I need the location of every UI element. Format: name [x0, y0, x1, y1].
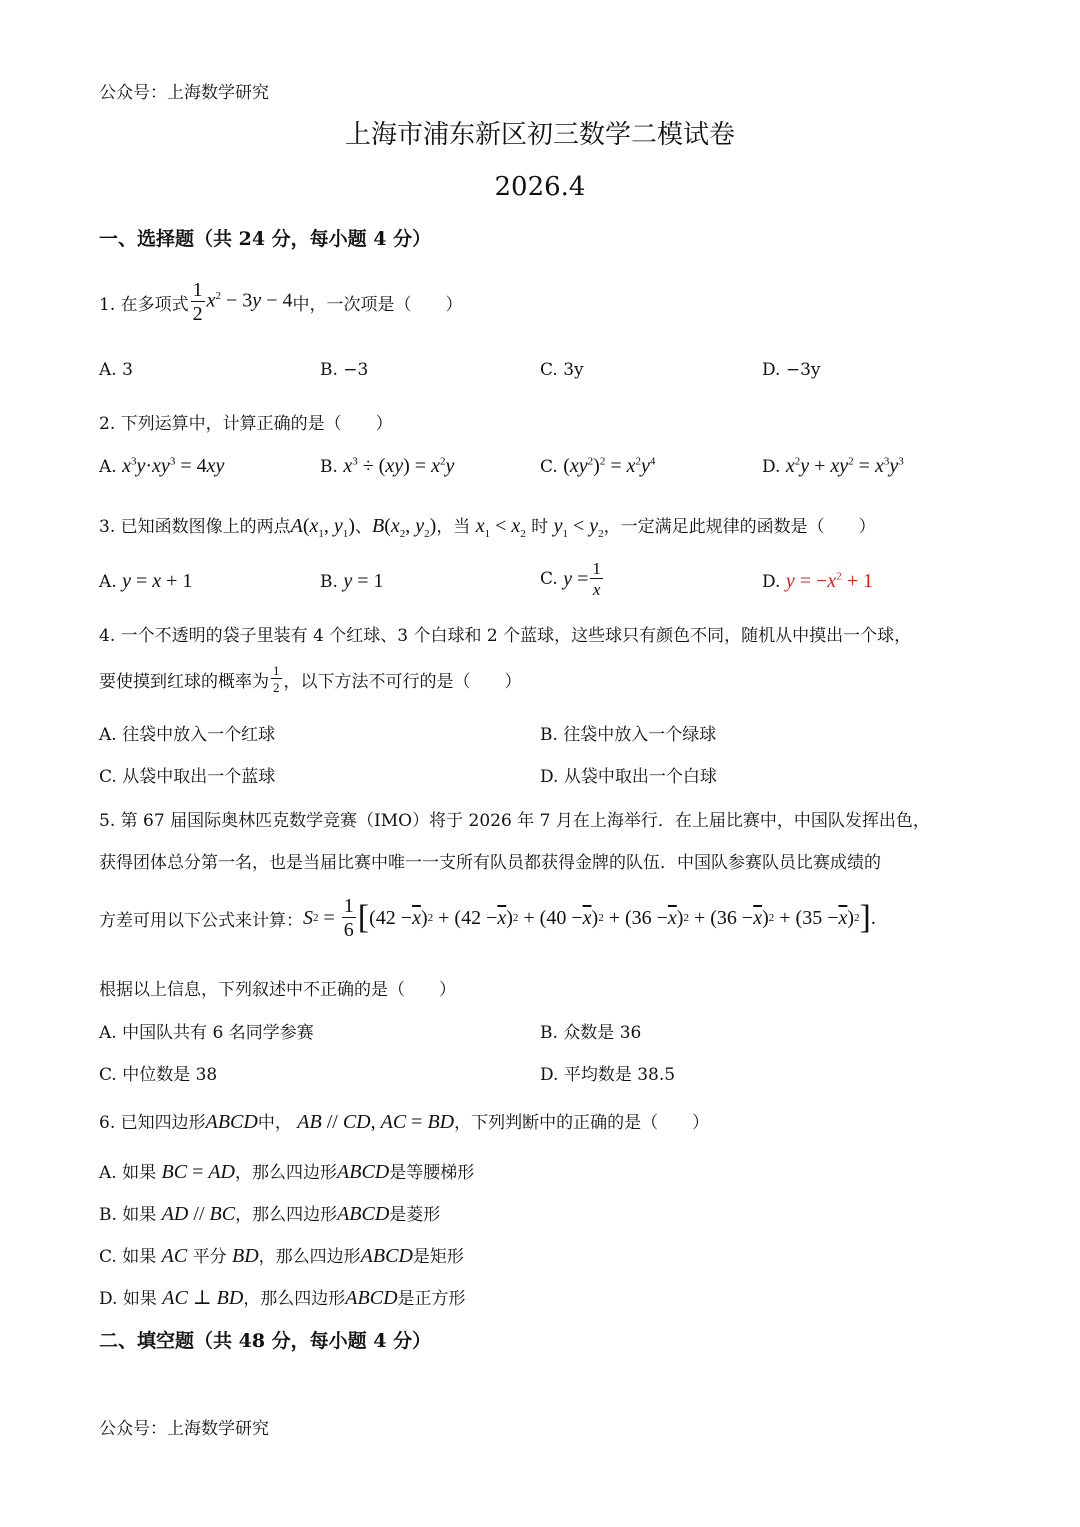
q6-option-c: C. 如果 AC 平分 BD，那么四边形ABCD是矩形	[99, 1245, 464, 1267]
footer-source: 公众号：上海数学研究	[99, 1419, 269, 1439]
q3-answer-highlight: $y = -x^2 + 1$	[785, 570, 873, 592]
q1-prefix: 1. 在多项式	[99, 294, 189, 315]
variance-formula: S 2 = $\frac{1}{6}$ [ (42 − $\overline{x}$ ) 2 + (42 − $\overline{x}$ ) 2 + (40 − $\overline{x}$ ) 2 + (36 − $\overline{x}$ ) 2 + (36 − $\overline{x}$ ) 2 + (35 − $\overline{x}$ ) 2 ] .	[303, 895, 876, 941]
question-5-line-1: 5. 第 67 届国际奥林匹克数学竞赛（IMO）将于 2026 年 7 月在上海举行．在上届比赛中，中国队发挥出色，	[99, 811, 930, 831]
q3-prefix: 3. 已知函数图像上的两点	[99, 517, 291, 537]
question-1	[99, 280, 462, 324]
section-2-heading: 二、填空题（共 48 分，每小题 4 分）	[99, 1330, 432, 1352]
q3-option-c: C. y = $\frac{1}{x}$	[540, 559, 601, 599]
q2-option-d: D. $x^2y + xy^2 = x^3y^3$	[762, 455, 904, 477]
q4-option-c: C. 从袋中取出一个蓝球	[99, 767, 276, 787]
q1-option-a: A. 3	[99, 360, 133, 380]
q6-suffix: ，下列判断中的正确的是（ ）	[454, 1113, 710, 1133]
q3-mid: ，当	[436, 517, 471, 537]
q6-c-pre: C. 如果	[99, 1247, 157, 1267]
q5-option-c: C. 中位数是 38	[99, 1065, 218, 1085]
q6-c-mid: 平分	[192, 1247, 227, 1267]
q3-option-d: D. $y = -x^2 + 1$	[762, 570, 873, 592]
q1-option-d: D. −3y	[762, 360, 821, 380]
question-4-line-2: 要使摸到红球的概率为 $\frac{1}{2}$ ，以下方法不可行的是（ ）	[99, 663, 522, 695]
q4-option-b: B. 往袋中放入一个绿球	[540, 725, 717, 745]
q4-option-a: A. 往袋中放入一个红球	[99, 725, 276, 745]
q3-option-a: A. y = x + 1	[99, 570, 193, 592]
q4-line2-suffix: ，以下方法不可行的是（ ）	[283, 671, 522, 692]
question-6: 6. 已知四边形ABCD中， AB // CD, AC = BD，下列判断中的正确的是（ ）	[99, 1111, 710, 1133]
q2-option-b: B. $x^3 \div (xy) = x^2y$	[320, 455, 455, 477]
q4-line2-prefix: 要使摸到红球的概率为	[99, 671, 269, 692]
q5-option-a: A. 中国队共有 6 名同学参赛	[99, 1023, 314, 1043]
q3-mid2: 时	[531, 517, 549, 537]
question-5-line-4: 根据以上信息，下列叙述中不正确的是（ ）	[99, 980, 456, 1000]
q1-suffix: 中，一次项是（ ）	[292, 294, 463, 315]
q6-option-b: B. 如果 AD // BC，那么四边形ABCD是菱形	[99, 1203, 441, 1225]
q1-option-b: B. −3	[320, 360, 369, 380]
q2-option-c: C. $(xy^2)^2 = x^2y^4$	[540, 455, 656, 477]
question-5-line-3	[99, 896, 876, 940]
q6-prefix: 6. 已知四边形	[99, 1113, 206, 1133]
exam-date: 2026.4	[494, 172, 586, 202]
question-4-line-1: 4. 一个不透明的袋子里装有 4 个红球、3 个白球和 2 个蓝球，这些球只有颜色不同，随机从中摸出一个球，	[99, 626, 912, 646]
header-source: 公众号：上海数学研究	[99, 83, 269, 103]
q6-b-pre: B. 如果	[99, 1205, 157, 1225]
q6-b-end: 是菱形	[389, 1205, 441, 1225]
q3-suffix: ，一定满足此规律的函数是（ ）	[603, 517, 876, 537]
q6-option-d: D. 如果 AC ⊥ BD，那么四边形ABCD是正方形	[99, 1287, 466, 1309]
q6-c-end: 是矩形	[412, 1247, 464, 1267]
question-5-line-2: 获得团体总分第一名，也是当届比赛中唯一一支所有队员都获得金牌的队伍．中国队参赛队员比赛成绩的	[99, 853, 881, 873]
q4-option-d: D. 从袋中取出一个白球	[540, 767, 717, 787]
q6-a-pre: A. 如果	[99, 1163, 157, 1183]
q6-option-a: A. 如果 BC = AD，那么四边形ABCD是等腰梯形	[99, 1161, 475, 1183]
q2-option-a: A. $x^3y\cdot xy^3 = 4xy$	[99, 455, 225, 477]
q3-option-b: B. y = 1	[320, 570, 384, 592]
page-title: 上海市浦东新区初三数学二模试卷	[344, 120, 735, 150]
q1-polynomial: $\frac{1}{2}$ $x^2 - 3y - 4$	[192, 279, 293, 325]
q5-line3-prefix: 方差可用以下公式来计算：	[99, 910, 303, 931]
q6-c-post: ，那么四边形	[258, 1247, 361, 1267]
q6-a-post: ，那么四边形	[235, 1163, 338, 1183]
q6-b-post: ，那么四边形	[235, 1205, 338, 1225]
q5-option-b: B. 众数是 36	[540, 1023, 642, 1043]
q6-d-pre: D. 如果	[99, 1289, 157, 1309]
q6-d-post: ，那么四边形	[243, 1289, 346, 1309]
q6-a-end: 是等腰梯形	[389, 1163, 475, 1183]
q5-option-d: D. 平均数是 38.5	[540, 1065, 676, 1085]
q1-option-c: C. 3y	[540, 360, 584, 380]
q6-d-end: 是正方形	[397, 1289, 466, 1309]
q6-mid: 中，	[257, 1113, 292, 1133]
question-2: 2. 下列运算中，计算正确的是（ ）	[99, 414, 393, 434]
section-1-heading: 一、选择题（共 24 分，每小题 4 分）	[99, 228, 432, 250]
question-3: 3. 已知函数图像上的两点$A(x_1$, $y_1$)、$B(x_2$, $y_2$)，当 $x_1 < x_2$ 时 $y_1 < y_2$，一定满足此规律的函数是（ ）	[99, 515, 876, 540]
